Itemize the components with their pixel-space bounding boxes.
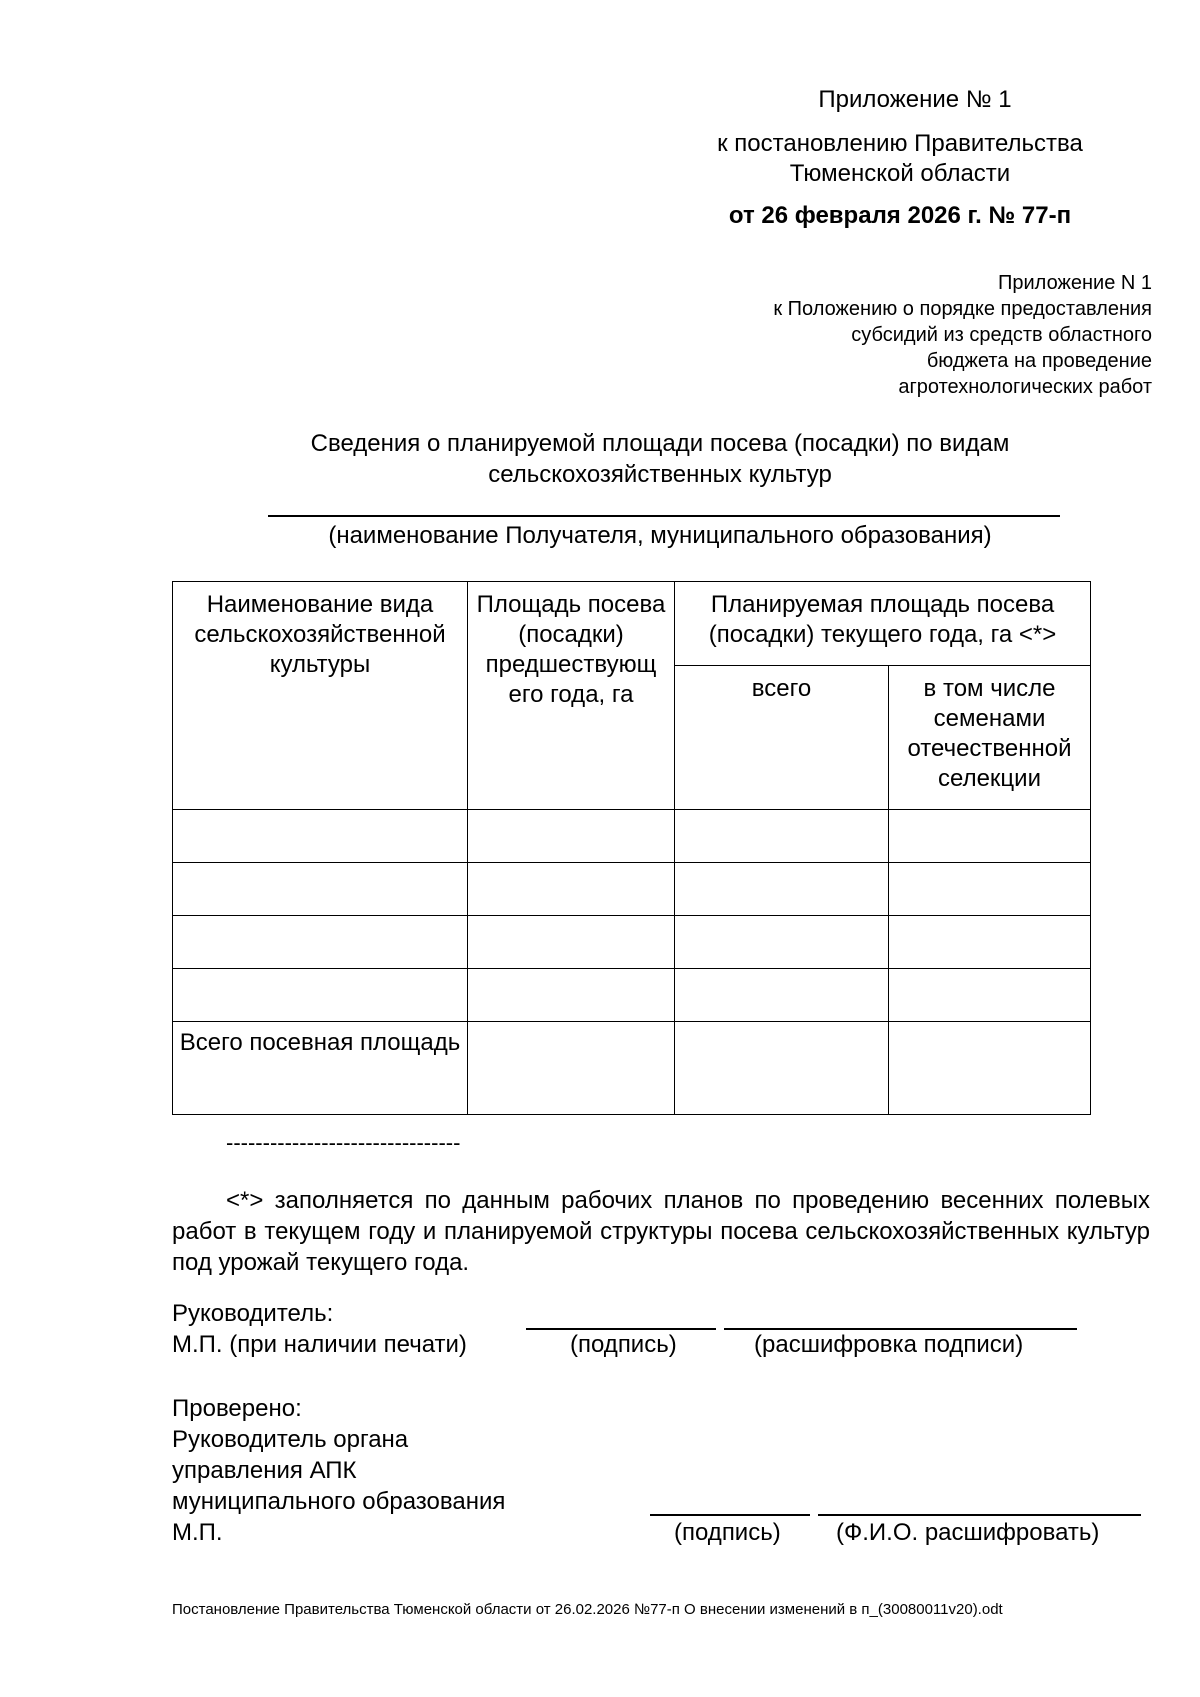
table-cell[interactable] xyxy=(889,916,1091,969)
table-cell[interactable] xyxy=(675,969,889,1022)
table-cell[interactable] xyxy=(889,969,1091,1022)
header-crop-name: Наименование вида сельскохозяйственной культуры xyxy=(173,582,468,810)
decree-date: от 26 февраля 2026 г. № 77-п xyxy=(728,202,1072,229)
organ-head-line3: муниципального образования xyxy=(172,1488,506,1515)
decree-reference-line2: Тюменской области xyxy=(789,160,1011,187)
header-planned-domestic-seeds: в том числе семенами отечественной селекции xyxy=(889,666,1091,810)
organ-signature-caption: (подпись) xyxy=(674,1519,781,1546)
table-cell[interactable] xyxy=(468,810,675,863)
table-row xyxy=(173,863,1091,916)
table-cell[interactable] xyxy=(889,1022,1091,1115)
sub-appendix-line: агротехнологических работ xyxy=(898,376,1152,398)
table-cell[interactable] xyxy=(675,810,889,863)
table-cell[interactable] xyxy=(675,863,889,916)
organ-stamp-label: М.П. xyxy=(172,1519,223,1546)
sub-appendix-line: субсидий из средств областного xyxy=(851,324,1152,346)
table-cell[interactable] xyxy=(468,1022,675,1115)
head-label: Руководитель: xyxy=(172,1300,334,1327)
recipient-caption: (наименование Получателя, муниципального образования) xyxy=(328,522,992,549)
header-planned-total: всего xyxy=(675,666,889,810)
appendix-number: Приложение № 1 xyxy=(818,86,1012,113)
sub-appendix-line: бюджета на проведение xyxy=(926,350,1152,372)
table-cell[interactable] xyxy=(468,969,675,1022)
table-cell[interactable] xyxy=(173,969,468,1022)
recipient-fill-line[interactable] xyxy=(268,515,1060,517)
table-total-row xyxy=(173,1022,1091,1115)
head-signature-caption: (подпись) xyxy=(570,1331,677,1358)
table-cell[interactable] xyxy=(468,916,675,969)
table-cell[interactable] xyxy=(173,863,468,916)
footnote-text: <*> заполняется по данным рабочих планов по проведению весенних полевых работ в текущем году и планируемой структуры посева сельскохозяйственных культур под урожай текущего года. xyxy=(172,1187,1150,1276)
total-row-label: Всего посевная площадь xyxy=(173,1022,468,1115)
table-cell[interactable] xyxy=(173,810,468,863)
table-cell[interactable] xyxy=(889,863,1091,916)
head-stamp-label: М.П. (при наличии печати) xyxy=(172,1331,467,1358)
document-footer: Постановление Правительства Тюменской области от 26.02.2026 №77-п О внесении изменений в п_(30080011v20).odt xyxy=(172,1601,1003,1618)
head-signature-line[interactable] xyxy=(526,1328,716,1330)
header-planned-area: Планируемая площадь посева (посадки) текущего года, га <*> xyxy=(675,582,1091,666)
organ-signature-line[interactable] xyxy=(650,1514,810,1516)
table-row xyxy=(173,810,1091,863)
organ-head-line2: управления АПК xyxy=(172,1457,357,1484)
decree-reference-line1: к постановлению Правительства xyxy=(717,130,1083,157)
sub-appendix-block xyxy=(652,270,1152,400)
organ-fio-caption: (Ф.И.О. расшифровать) xyxy=(836,1519,1100,1546)
document-title-line2: сельскохозяйственных культур xyxy=(488,461,832,488)
table-cell[interactable] xyxy=(675,1022,889,1115)
table-row xyxy=(173,916,1091,969)
document-title-line1: Сведения о планируемой площади посева (посадки) по видам xyxy=(310,430,1010,457)
table-cell[interactable] xyxy=(468,863,675,916)
organ-head-line1: Руководитель органа xyxy=(172,1426,409,1453)
table-cell[interactable] xyxy=(889,810,1091,863)
head-decryption-caption: (расшифровка подписи) xyxy=(754,1331,1024,1358)
sub-appendix-line: Приложение N 1 xyxy=(998,272,1152,294)
organ-fio-line[interactable] xyxy=(818,1514,1141,1516)
checked-label: Проверено: xyxy=(172,1395,302,1422)
head-decryption-line[interactable] xyxy=(724,1328,1077,1330)
table-cell[interactable] xyxy=(675,916,889,969)
footnote-separator: -------------------------------- xyxy=(226,1130,461,1155)
sowing-area-table xyxy=(172,581,1091,1115)
header-previous-year-area: Площадь посева (посадки) предшествующ его года, га xyxy=(468,582,675,810)
table-row xyxy=(173,969,1091,1022)
table-cell[interactable] xyxy=(173,916,468,969)
sub-appendix-line: к Положению о порядке предоставления xyxy=(773,298,1152,320)
